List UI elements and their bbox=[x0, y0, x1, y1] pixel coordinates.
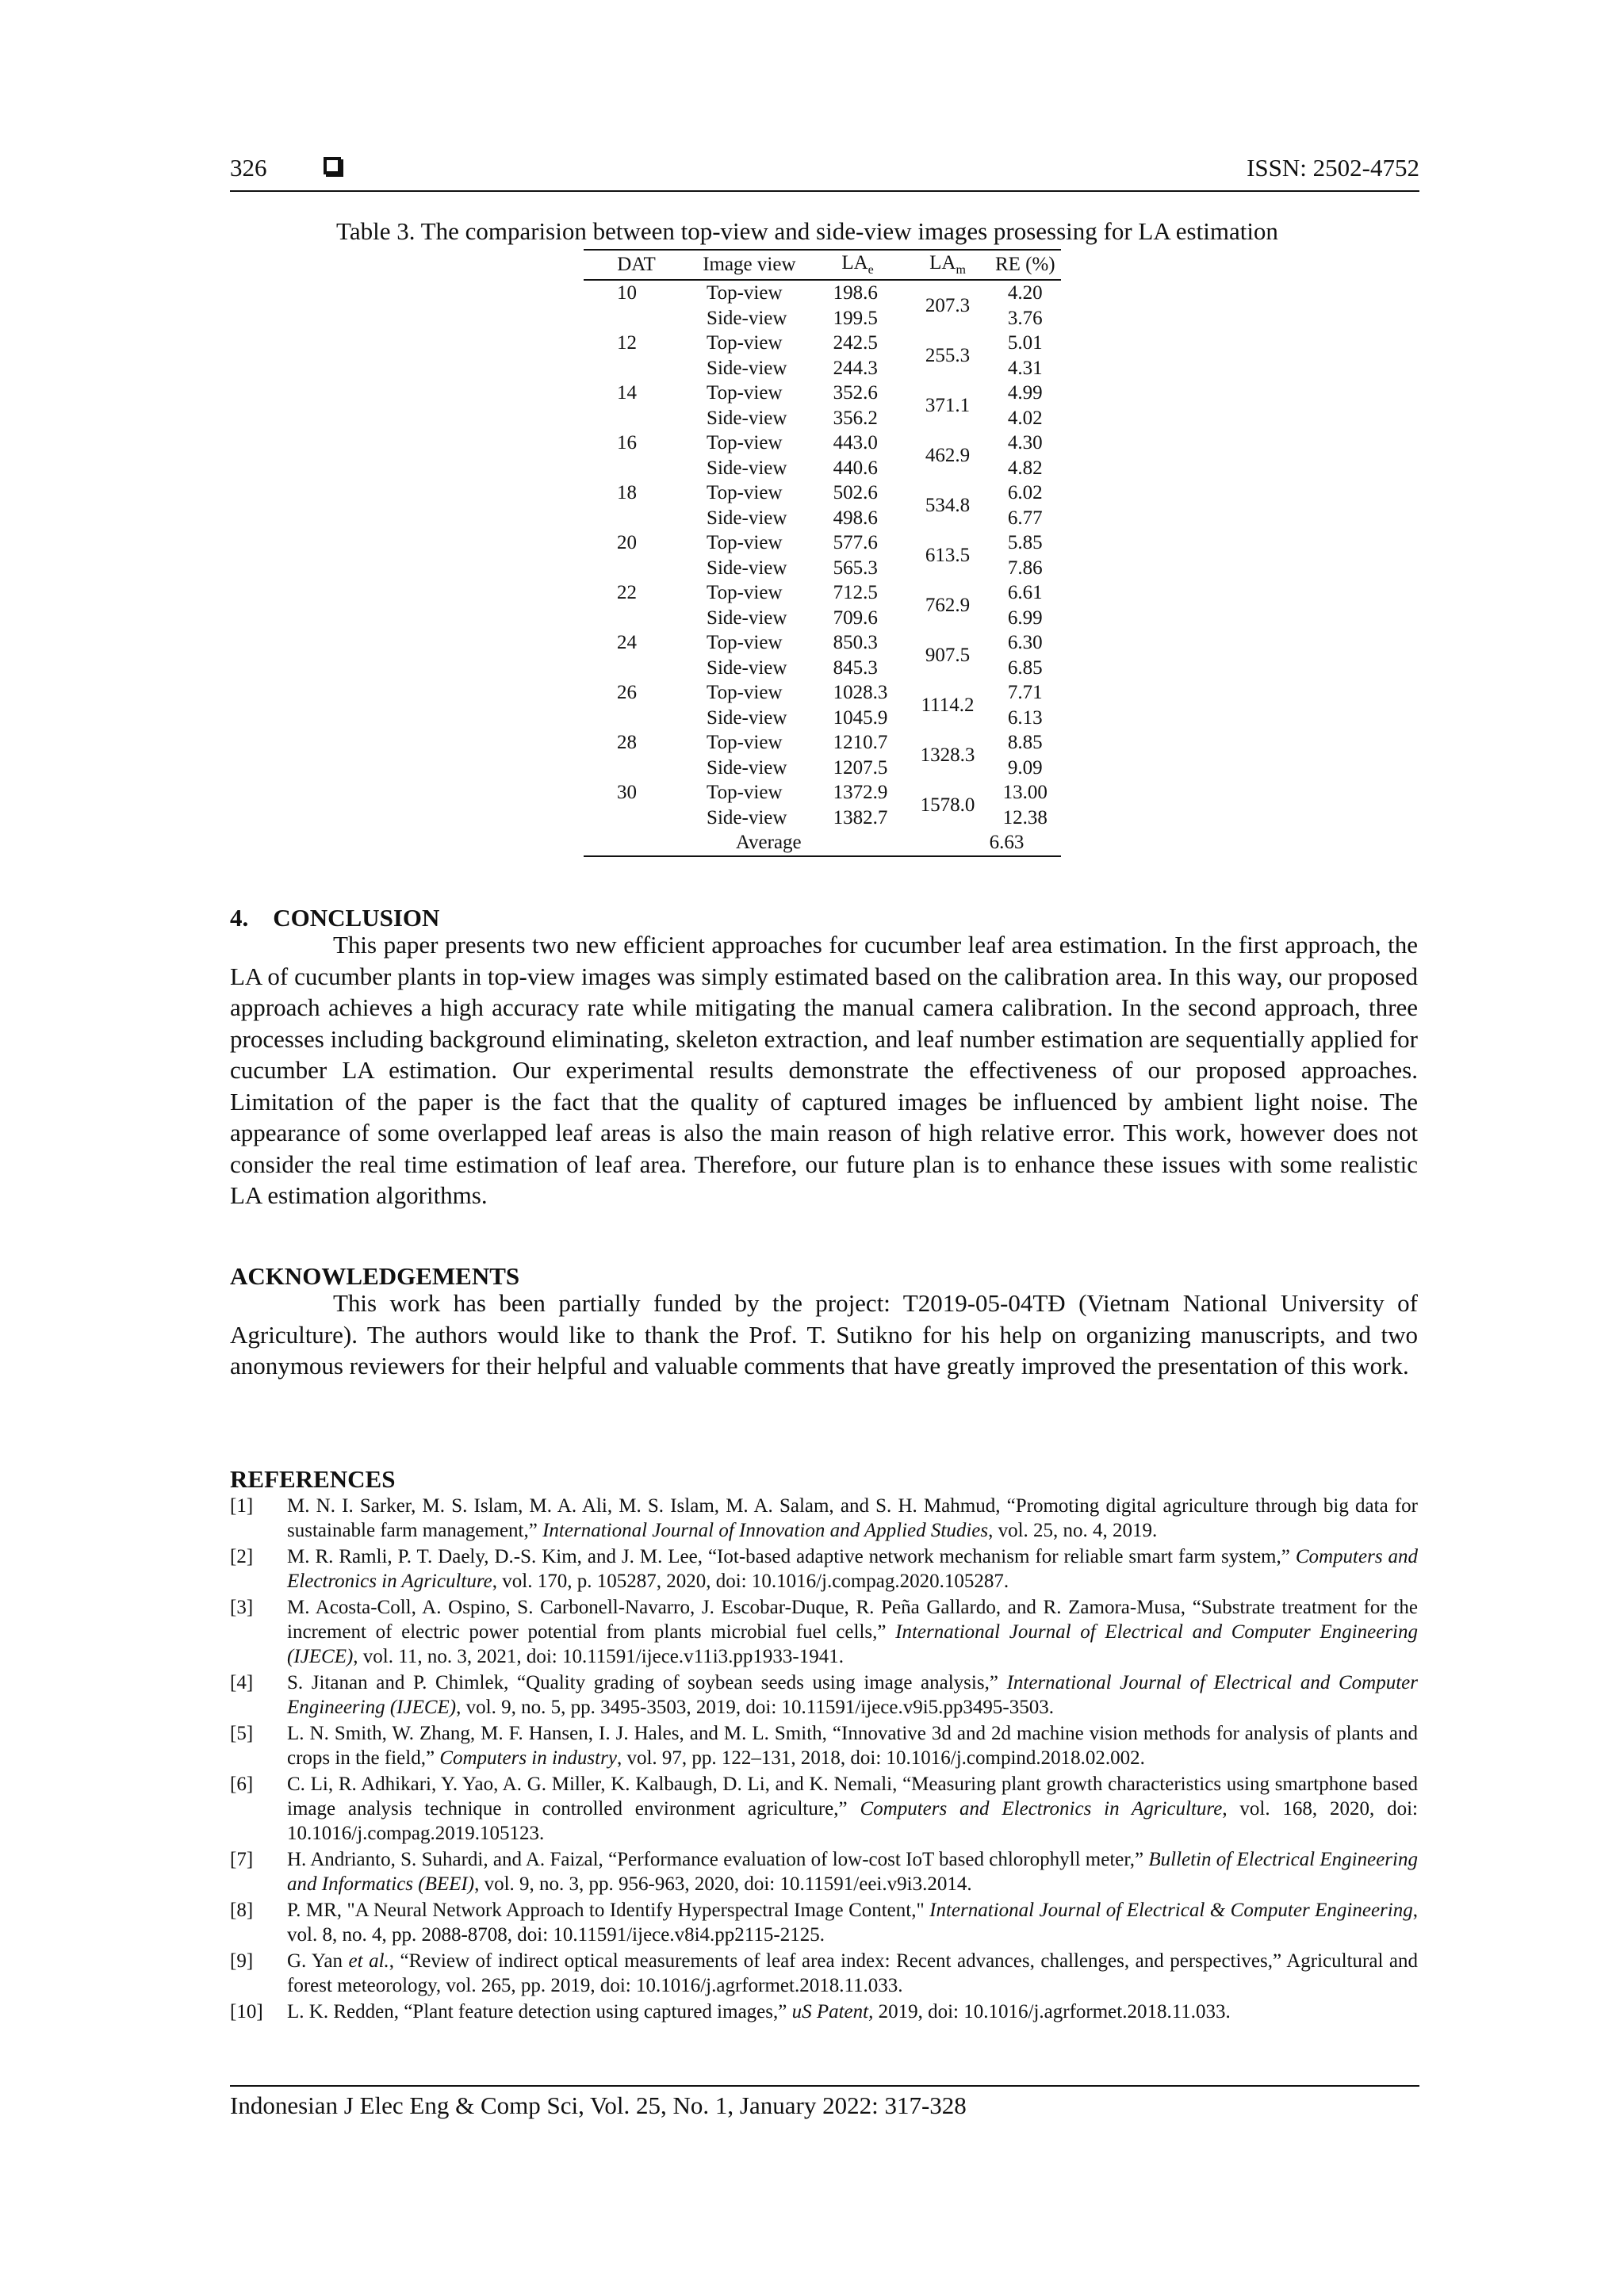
table-row bbox=[584, 480, 1061, 506]
cell-re: 13.00 bbox=[1002, 782, 1048, 804]
reference-authors-title: C. Li, R. Adhikari, Y. Yao, A. G. Miller, K. Kalbaugh, D. Li, and K. Nemali, “Measuring plant growth characteristics using smartphone based image analysis technique in controlled environment agriculture,” bbox=[287, 1774, 1418, 1820]
cell-re: 4.30 bbox=[1007, 432, 1043, 454]
cell-re: 5.01 bbox=[1007, 332, 1043, 354]
table-header-row bbox=[584, 250, 1061, 280]
cell-lae: 850.3 bbox=[833, 632, 878, 654]
cell-view: Side-view bbox=[707, 457, 787, 479]
reference-item bbox=[230, 1670, 1418, 1720]
cell-view: Side-view bbox=[707, 507, 787, 529]
reference-venue: International Journal of Electrical & Computer Engineering bbox=[929, 1900, 1413, 1921]
reference-item bbox=[230, 1847, 1418, 1896]
cell-dat: 26 bbox=[617, 682, 637, 703]
cell-re: 9.09 bbox=[1007, 756, 1043, 779]
reference-text bbox=[287, 1847, 1418, 1896]
acknowledgements-heading: ACKNOWLEDGEMENTS bbox=[230, 1262, 520, 1290]
table-row bbox=[584, 430, 1061, 456]
cell-lae: 1045.9 bbox=[833, 706, 888, 729]
reference-text bbox=[287, 1595, 1418, 1669]
header-rule bbox=[230, 190, 1419, 192]
cell-lam: 371.1 bbox=[925, 395, 971, 416]
cell-view: Side-view bbox=[707, 607, 787, 629]
reference-details: , vol. 9, no. 5, pp. 3495-3503, 2019, doi: 10.11591/ijece.v9i5.pp3495-3503. bbox=[456, 1697, 1055, 1718]
reference-details: , vol. 8, no. 4, pp. 2088-8708, doi: 10.11591/ijece.v8i4.pp2115-2125. bbox=[287, 1900, 1418, 1946]
cell-re: 12.38 bbox=[1002, 806, 1048, 828]
table-row bbox=[584, 680, 1061, 706]
cell-lam: 462.9 bbox=[925, 445, 971, 466]
cell-dat: 20 bbox=[617, 532, 637, 553]
reference-text bbox=[287, 1772, 1418, 1846]
cell-view: Top-view bbox=[707, 382, 783, 404]
reference-authors-title: M. N. I. Sarker, M. S. Islam, M. A. Ali, M. S. Islam, M. A. Salam, and S. H. Mahmud, “Promoting digital agriculture through big data for sustainable farm management,” bbox=[287, 1495, 1418, 1541]
cell-re: 6.13 bbox=[1007, 706, 1043, 729]
cell-lam: 1114.2 bbox=[921, 695, 975, 716]
reference-number: [5] bbox=[230, 1723, 254, 1744]
cell-lam: 613.5 bbox=[925, 545, 971, 566]
col-re: RE (%) bbox=[990, 250, 1061, 280]
cell-re: 6.85 bbox=[1007, 656, 1043, 679]
reference-venue: uS Patent, bbox=[791, 2001, 874, 2022]
cell-dat: 24 bbox=[617, 632, 637, 653]
reference-item bbox=[230, 1494, 1418, 1543]
cell-lae: 1207.5 bbox=[833, 756, 888, 779]
reference-venue: Computers and Electronics in Agriculture bbox=[860, 1798, 1223, 1820]
table-row bbox=[584, 331, 1061, 356]
table-average-row bbox=[584, 830, 1061, 856]
col-lae: $LA_e$ bbox=[810, 250, 906, 280]
footer-citation: Indonesian J Elec Eng & Comp Sci, Vol. 25, No. 1, January 2022: 317-328 bbox=[230, 2091, 967, 2119]
reference-number: [2] bbox=[230, 1546, 254, 1567]
cell-lae: 199.5 bbox=[833, 307, 878, 329]
cell-re: 7.71 bbox=[1007, 682, 1043, 704]
reference-item bbox=[230, 1898, 1418, 1947]
reference-venue: et al. bbox=[348, 1950, 389, 1972]
reference-details: , vol. 11, no. 3, 2021, doi: 10.11591/ijece.v11i3.pp1933-1941. bbox=[353, 1646, 844, 1667]
reference-details: , vol. 170, p. 105287, 2020, doi: 10.1016/j.compag.2020.105287. bbox=[492, 1571, 1009, 1592]
conclusion-heading: 4. CONCLUSION bbox=[230, 904, 440, 932]
cell-re: 8.85 bbox=[1007, 732, 1043, 754]
cell-lae: 440.6 bbox=[833, 457, 878, 479]
table-body bbox=[584, 280, 1061, 856]
cell-lae: 356.2 bbox=[833, 407, 878, 429]
cell-view: Top-view bbox=[707, 582, 783, 604]
reference-details: , “Review of indirect optical measurements of leaf area index: Recent advances, challenges, and perspectives,” Agricultural and forest meteorology, vol. 265, pp. 2019, doi: 10.1016/j.agrformet.2018.11.033. bbox=[287, 1950, 1419, 1996]
cell-lae: 244.3 bbox=[833, 357, 878, 379]
reference-venue: Bulletin of Electrical Engineering and Informatics (BEEI) bbox=[287, 1849, 1418, 1895]
page-number: 326 bbox=[230, 154, 267, 182]
cell-lae: 712.5 bbox=[833, 582, 878, 604]
cell-lae: 1382.7 bbox=[833, 806, 888, 828]
cell-re: 4.31 bbox=[1007, 357, 1043, 379]
reference-item bbox=[230, 1949, 1418, 1998]
reference-details: , vol. 25, no. 4, 2019. bbox=[988, 1520, 1158, 1541]
reference-text bbox=[287, 1494, 1418, 1543]
reference-authors-title: G. Yan bbox=[287, 1950, 349, 1972]
cell-lae: 443.0 bbox=[833, 432, 878, 454]
table-row bbox=[584, 780, 1061, 806]
reference-details: , vol. 9, no. 3, pp. 956-963, 2020, doi: 10.11591/eei.v9i3.2014. bbox=[474, 1873, 972, 1895]
table-row bbox=[584, 630, 1061, 656]
cell-lam: 207.3 bbox=[925, 295, 971, 316]
cell-lam: 255.3 bbox=[925, 345, 971, 366]
cell-lam: 907.5 bbox=[925, 645, 971, 666]
reference-item bbox=[230, 1544, 1418, 1594]
reference-item bbox=[230, 1595, 1418, 1669]
reference-number: [6] bbox=[230, 1774, 254, 1795]
cell-lae: 577.6 bbox=[833, 532, 878, 554]
cell-re: 6.77 bbox=[1007, 507, 1043, 529]
cell-lae: 1028.3 bbox=[833, 682, 888, 704]
cell-view: Top-view bbox=[707, 332, 783, 354]
reference-authors-title: H. Andrianto, S. Suhardi, and A. Faizal, “Performance evaluation of low-cost IoT based chlorophyll meter,” bbox=[287, 1849, 1149, 1870]
reference-list bbox=[230, 1494, 1418, 2026]
cell-re: 4.02 bbox=[1007, 407, 1043, 429]
reference-venue: International Journal of Electrical and Computer Engineering (IJECE) bbox=[287, 1621, 1418, 1667]
cell-view: Top-view bbox=[707, 782, 783, 804]
cell-lam: 1328.3 bbox=[920, 744, 975, 766]
reference-authors-title: M. R. Ramli, P. T. Daely, D.-S. Kim, and J. M. Lee, “Iot-based adaptive network mechanism for reliable smart farm system,” bbox=[287, 1546, 1296, 1567]
col-lam: $LA_m$ bbox=[906, 250, 990, 280]
cell-dat: 28 bbox=[617, 732, 637, 753]
reference-venue: International Journal of Electrical and Computer Engineering (IJECE) bbox=[287, 1672, 1418, 1718]
reference-authors-title: P. MR, "A Neural Network Approach to Identify Hyperspectral Image Content," bbox=[287, 1900, 930, 1921]
cell-view: Top-view bbox=[707, 482, 783, 504]
cell-dat: 12 bbox=[617, 332, 637, 354]
cell-lae: 565.3 bbox=[833, 557, 878, 579]
col-dat: DAT bbox=[584, 250, 689, 280]
cell-lae: 502.6 bbox=[833, 482, 878, 504]
cell-view: Top-view bbox=[707, 532, 783, 554]
reference-text bbox=[287, 1949, 1418, 1998]
reference-number: [4] bbox=[230, 1672, 254, 1693]
cell-dat: 30 bbox=[617, 782, 637, 803]
cell-re: 4.99 bbox=[1007, 382, 1043, 404]
cell-re: 3.76 bbox=[1007, 307, 1043, 329]
average-label: Average bbox=[584, 830, 906, 856]
reference-details: 2019, doi: 10.1016/j.agrformet.2018.11.033. bbox=[873, 2001, 1231, 2022]
cell-dat: 18 bbox=[617, 482, 637, 503]
cell-re: 6.99 bbox=[1007, 607, 1043, 629]
table-row bbox=[584, 280, 1061, 306]
reference-number: [3] bbox=[230, 1597, 254, 1618]
issn-label: ISSN: 2502-4752 bbox=[1247, 154, 1419, 182]
reference-number: [9] bbox=[230, 1950, 254, 1972]
cell-re: 4.20 bbox=[1007, 282, 1043, 304]
cell-view: Side-view bbox=[707, 756, 787, 779]
footer-rule bbox=[230, 2085, 1419, 2087]
cell-lae: 1210.7 bbox=[833, 732, 888, 754]
reference-text bbox=[287, 1544, 1418, 1594]
cell-view: Top-view bbox=[707, 282, 783, 304]
reference-text bbox=[287, 1898, 1418, 1947]
cell-re: 4.82 bbox=[1007, 457, 1043, 479]
cell-view: Top-view bbox=[707, 732, 783, 754]
cell-lae: 709.6 bbox=[833, 607, 878, 629]
cell-lae: 352.6 bbox=[833, 382, 878, 404]
reference-item bbox=[230, 1721, 1418, 1770]
cell-lae: 845.3 bbox=[833, 656, 878, 679]
cell-dat: 22 bbox=[617, 582, 637, 603]
cell-dat: 10 bbox=[617, 282, 637, 304]
cell-lam: 1578.0 bbox=[920, 794, 975, 816]
table-row bbox=[584, 381, 1061, 406]
average-value: 6.63 bbox=[990, 830, 1061, 856]
cell-re: 5.85 bbox=[1007, 532, 1043, 554]
cell-lam: 762.9 bbox=[925, 595, 971, 616]
table-row bbox=[584, 730, 1061, 756]
reference-item bbox=[230, 1772, 1418, 1846]
cell-view: Side-view bbox=[707, 357, 787, 379]
reference-item bbox=[230, 1999, 1418, 2024]
acknowledgements-paragraph: This work has been partially funded by the project: T2019-05-04TĐ (Vietnam National University of Agriculture). The authors would like to thank the Prof. T. Sutikno for his help on organizing manuscripts, and two anonymous reviewers for their helpful and valuable comments that have greatly improved the presentation of this work. bbox=[230, 1289, 1418, 1380]
cell-view: Side-view bbox=[707, 307, 787, 329]
cell-re: 6.61 bbox=[1007, 582, 1043, 604]
cell-view: Side-view bbox=[707, 656, 787, 679]
cell-lae: 198.6 bbox=[833, 282, 878, 304]
cell-view: Top-view bbox=[707, 632, 783, 654]
reference-number: [10] bbox=[230, 2001, 263, 2022]
reference-details: , vol. 168, 2020, doi: 10.1016/j.compag.2019.105123. bbox=[287, 1798, 1419, 1844]
cell-view: Side-view bbox=[707, 407, 787, 429]
table-row bbox=[584, 580, 1061, 606]
cell-lae: 242.5 bbox=[833, 332, 878, 354]
average-spacer bbox=[906, 830, 990, 856]
table-caption: Table 3. The comparision between top-view and side-view images prosessing for LA estimation bbox=[336, 217, 1278, 245]
reference-authors-title: L. K. Redden, “Plant feature detection using captured images,” bbox=[287, 2001, 792, 2022]
reference-venue: International Journal of Innovation and Applied Studies bbox=[542, 1520, 989, 1541]
col-image-view: Image view bbox=[689, 250, 810, 280]
cell-view: Side-view bbox=[707, 806, 787, 828]
cell-re: 7.86 bbox=[1007, 557, 1043, 579]
cell-view: Side-view bbox=[707, 706, 787, 729]
cell-dat: 16 bbox=[617, 432, 637, 453]
cell-view: Side-view bbox=[707, 557, 787, 579]
reference-number: [1] bbox=[230, 1495, 254, 1517]
conclusion-paragraph: This paper presents two new efficient approaches for cucumber leaf area estimation. In the first approach, the LA of cucumber plants in top-view images was simply estimated based on the calibration area. In this way, our proposed approach achieves a high accuracy rate while mitigating the manual camera calibration. In the second approach, three processes including background eliminating, skeleton extraction, and leaf number estimation are sequentially applied for cucumber LA estimation. Our experimental results demonstrate the effectiveness of our proposed approaches. Limitation of the paper is the fact that the quality of captured images be influenced by ambient light noise. The appearance of some overlapped leaf areas is also the main reason of high relative error. This work, however does not consider the real time estimation of leaf area. Therefore, our future plan is to enhance these issues with some realistic LA estimation algorithms. bbox=[230, 931, 1418, 1209]
reference-venue: Computers and Electronics in Agriculture bbox=[287, 1546, 1419, 1592]
reference-text bbox=[287, 1670, 1418, 1720]
cell-lam: 534.8 bbox=[925, 495, 971, 516]
reference-authors-title: L. N. Smith, W. Zhang, M. F. Hansen, I. J. Hales, and M. L. Smith, “Innovative 3d and 2d machine vision methods for analysis of plants and crops in the field,” bbox=[287, 1723, 1418, 1769]
references-heading: REFERENCES bbox=[230, 1465, 396, 1493]
reference-details: , vol. 97, pp. 122–131, 2018, doi: 10.1016/j.compind.2018.02.002. bbox=[616, 1747, 1145, 1769]
results-table bbox=[584, 249, 1061, 857]
cell-lae: 498.6 bbox=[833, 507, 878, 529]
cell-re: 6.02 bbox=[1007, 482, 1043, 504]
table-row bbox=[584, 530, 1061, 556]
cell-view: Top-view bbox=[707, 682, 783, 704]
reference-number: [8] bbox=[230, 1900, 254, 1921]
cell-re: 6.30 bbox=[1007, 632, 1043, 654]
reference-text bbox=[287, 1999, 1418, 2024]
reference-number: [7] bbox=[230, 1849, 254, 1870]
reference-authors-title: M. Acosta-Coll, A. Ospino, S. Carbonell-Navarro, J. Escobar-Duque, R. Peña Gallardo, and R. Zamora-Musa, “Substrate treatment for the increment of electric power potential from plants microbial fuel cells,” bbox=[287, 1597, 1418, 1643]
cell-dat: 14 bbox=[617, 382, 637, 404]
cell-lae: 1372.9 bbox=[833, 782, 888, 804]
reference-venue: Computers in industry bbox=[439, 1747, 617, 1769]
reference-authors-title: S. Jitanan and P. Chimlek, “Quality grading of soybean seeds using image analysis,” bbox=[287, 1672, 1007, 1693]
checkbox-glyph-icon bbox=[324, 157, 341, 174]
reference-text bbox=[287, 1721, 1418, 1770]
cell-view: Top-view bbox=[707, 432, 783, 454]
